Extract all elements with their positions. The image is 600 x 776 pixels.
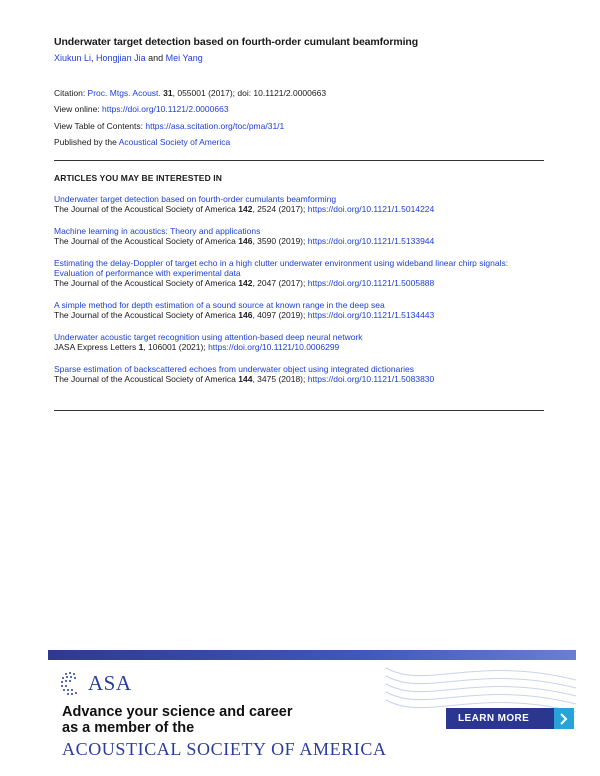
citation-details: , 055001 (2017); doi: 10.1121/2.0000663: [172, 88, 327, 98]
related-article-source: [54, 204, 549, 214]
related-article: [54, 258, 549, 288]
table-of-contents-line: [54, 121, 284, 132]
journal-volume: 146: [238, 236, 253, 246]
learn-more-button[interactable]: [446, 708, 574, 729]
related-article-source: [54, 236, 549, 246]
journal-volume: 1: [138, 342, 144, 352]
journal-pages-year: , 106001 (2021);: [143, 342, 209, 352]
related-article: [54, 332, 549, 352]
doi-link[interactable]: https://doi.org/10.1121/1.5133944: [307, 236, 435, 246]
author-link[interactable]: Xiukun Li: [54, 53, 92, 63]
asa-membership-banner[interactable]: [48, 650, 576, 768]
journal-name: The Journal of the Acoustical Society of America: [54, 278, 239, 288]
view-online-line: [54, 104, 229, 115]
banner-headline-line: Advance your science and career: [62, 704, 293, 720]
society-name: ACOUSTICAL SOCIETY OF AMERICA: [62, 739, 387, 759]
journal-pages-year: , 2524 (2017);: [252, 204, 308, 214]
author-separator: ,: [91, 53, 97, 63]
related-article-title-link[interactable]: Machine learning in acoustics: Theory and applications: [54, 226, 261, 236]
doi-link[interactable]: https://doi.org/10.1121/10.0006299: [208, 342, 340, 352]
banner-headline: [62, 704, 293, 736]
journal-volume: 144: [238, 374, 253, 384]
divider: [54, 160, 544, 161]
doi-link[interactable]: https://doi.org/10.1121/1.5005888: [307, 278, 435, 288]
journal-volume: 142: [238, 278, 253, 288]
journal-pages-year: , 3475 (2018);: [252, 374, 308, 384]
journal-volume: 142: [238, 204, 253, 214]
related-articles-heading: ARTICLES YOU MAY BE INTERESTED IN: [54, 173, 222, 183]
chevron-right-icon: [554, 708, 574, 729]
citation-line: [54, 88, 326, 99]
related-article-source: [54, 374, 549, 384]
banner-top-stripe: [48, 650, 576, 660]
publisher-line: [54, 137, 230, 148]
related-article-title-link[interactable]: Underwater target detection based on fourth-order cumulants beamforming: [54, 194, 337, 204]
related-article-title-link[interactable]: Estimating the delay-Doppler of target echo in a high clutter underwater environment using wideband linear chirp signals: Evaluation of performance with experimental data: [54, 258, 509, 278]
author-list: [54, 53, 203, 63]
related-article: [54, 364, 549, 384]
learn-more-label: LEARN MORE: [458, 713, 530, 724]
journal-volume: 146: [238, 310, 253, 320]
journal-name: JASA Express Letters: [54, 342, 139, 352]
related-article: [54, 194, 549, 214]
related-article-source: [54, 342, 549, 352]
asa-logo-text: ASA: [88, 671, 132, 695]
related-article: [54, 300, 549, 320]
doi-link[interactable]: https://doi.org/10.1121/1.5083830: [307, 374, 435, 384]
article-title: Underwater target detection based on fourth-order cumulant beamforming: [54, 36, 419, 48]
author-separator: and: [145, 53, 166, 63]
citation-journal-link[interactable]: Proc. Mtgs. Acoust.: [87, 88, 161, 98]
journal-pages-year: , 2047 (2017);: [252, 278, 308, 288]
related-articles-list: [54, 194, 549, 396]
journal-pages-year: , 3590 (2019);: [252, 236, 308, 246]
citation-label: Citation:: [54, 88, 88, 98]
journal-name: The Journal of the Acoustical Society of America: [54, 204, 239, 214]
doi-link[interactable]: https://doi.org/10.1121/1.5014224: [307, 204, 435, 214]
toc-label: View Table of Contents:: [54, 121, 146, 131]
publisher-link[interactable]: Acoustical Society of America: [118, 137, 231, 147]
related-article-title-link[interactable]: A simple method for depth estimation of a sound source at known range in the deep sea: [54, 300, 385, 310]
divider: [54, 410, 544, 411]
related-article-title-link[interactable]: Sparse estimation of backscattered echoes from underwater object using integrated dictionaries: [54, 364, 415, 374]
view-online-label: View online:: [54, 104, 103, 114]
author-link[interactable]: Hongjian Jia: [96, 53, 146, 63]
publisher-label: Published by the: [54, 137, 119, 147]
related-article-source: [54, 278, 549, 288]
journal-name: The Journal of the Acoustical Society of America: [54, 236, 239, 246]
asa-logo-mark-icon: [58, 670, 86, 696]
view-online-link[interactable]: https://doi.org/10.1121/2.0000663: [102, 104, 229, 114]
author-link[interactable]: Mei Yang: [165, 53, 203, 63]
related-article: [54, 226, 549, 246]
asa-logo: [58, 670, 148, 696]
citation-volume: 31: [163, 88, 173, 98]
journal-name: The Journal of the Acoustical Society of America: [54, 310, 239, 320]
related-article-source: [54, 310, 549, 320]
toc-link[interactable]: https://asa.scitation.org/toc/pma/31/1: [145, 121, 285, 131]
journal-pages-year: , 4097 (2019);: [252, 310, 308, 320]
banner-headline-line: as a member of the: [62, 720, 195, 736]
doi-link[interactable]: https://doi.org/10.1121/1.5134443: [307, 310, 435, 320]
journal-name: The Journal of the Acoustical Society of America: [54, 374, 239, 384]
related-article-title-link[interactable]: Underwater acoustic target recognition using attention-based deep neural network: [54, 332, 363, 342]
